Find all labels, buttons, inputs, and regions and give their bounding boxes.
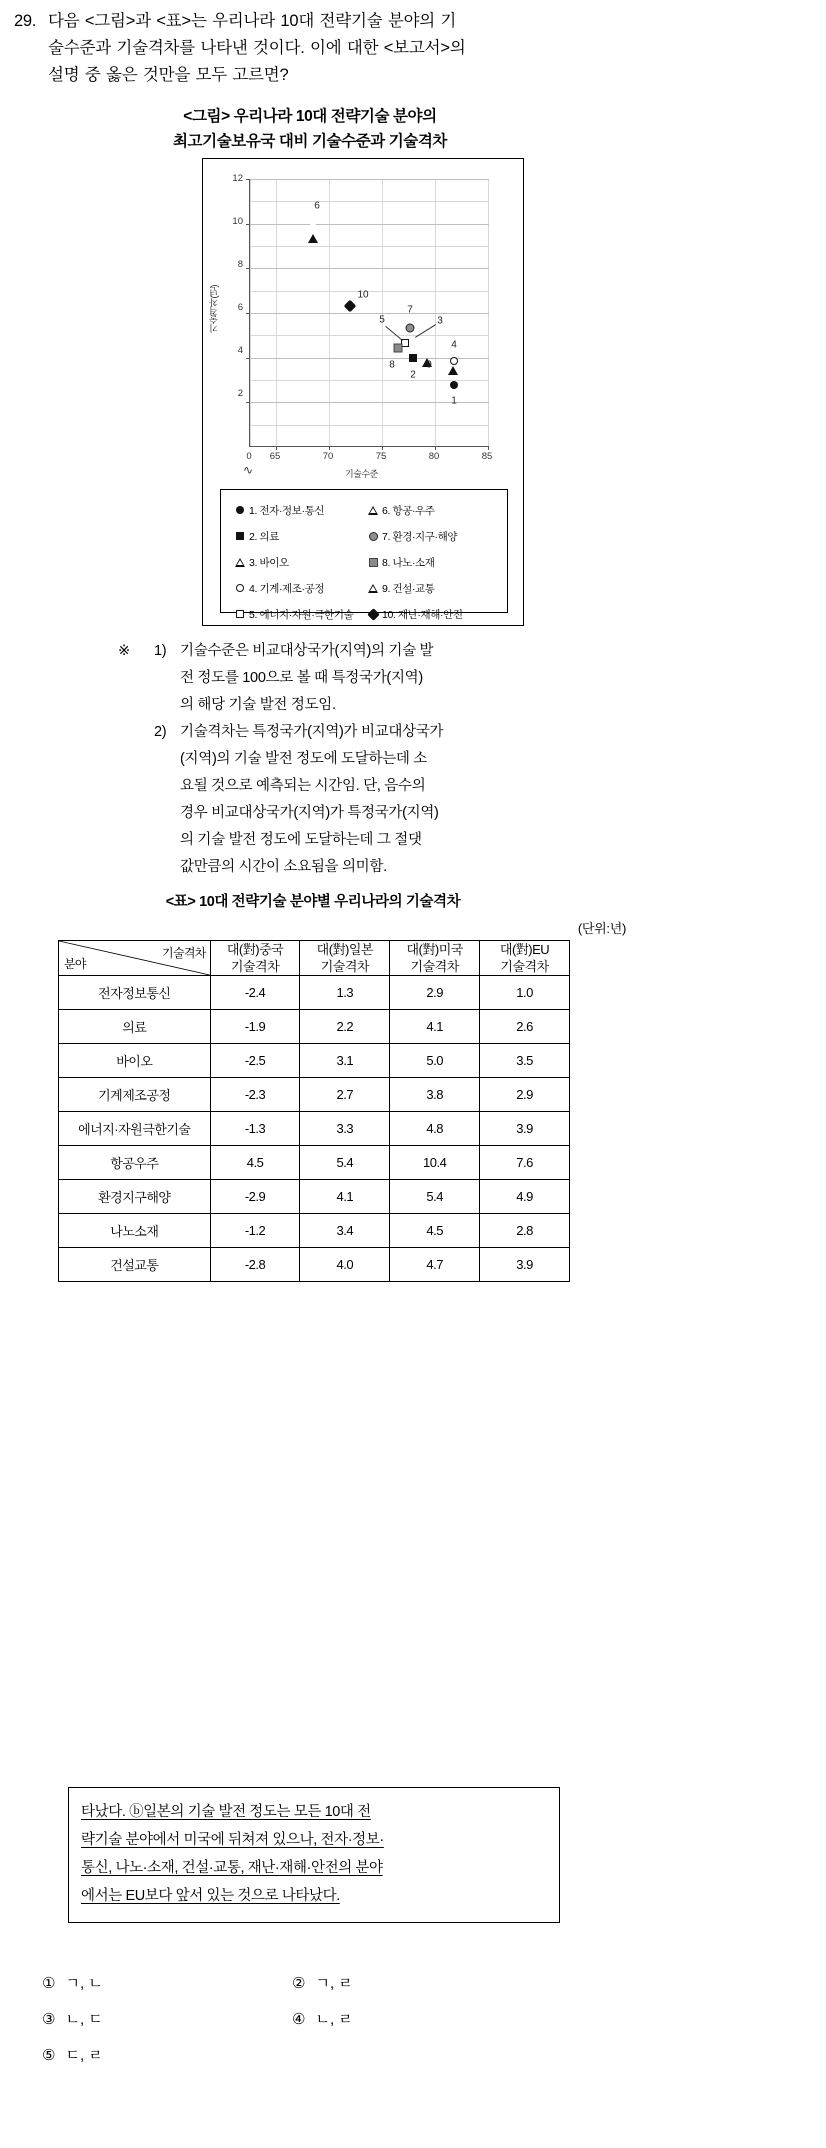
choice-text: ㄴ, ㄷ bbox=[65, 2010, 103, 2028]
legend-item-5 bbox=[231, 607, 364, 622]
table-unit: (단위:년) bbox=[577, 921, 626, 936]
table-cell-value: 4.1 bbox=[390, 1010, 480, 1044]
data-point-10 bbox=[344, 300, 357, 313]
y-tick-2: 2 bbox=[237, 388, 243, 399]
table-col-eu: 대(對)EU 기술격차 bbox=[480, 941, 570, 976]
legend-label: 5. 에너지·자원·극한기술 bbox=[249, 608, 354, 621]
table-row bbox=[59, 1180, 570, 1214]
chart-legend bbox=[220, 489, 508, 621]
choice-text: ㄴ, ㄹ bbox=[315, 2010, 353, 2028]
note-line: 경우 비교대상국가(지역)가 특정국가(지역) bbox=[180, 805, 439, 821]
table-cell-value: 4.9 bbox=[480, 1180, 570, 1214]
table-cell-value: 3.8 bbox=[390, 1078, 480, 1112]
legend-row bbox=[231, 549, 497, 575]
table-cell-value: -2.5 bbox=[210, 1044, 300, 1078]
legend-item-10 bbox=[364, 607, 497, 622]
data-point-8 bbox=[394, 344, 403, 353]
legend-label: 3. 바이오 bbox=[249, 556, 289, 569]
choice-number: ② bbox=[292, 1974, 306, 1992]
legend-label: 9. 건설·교통 bbox=[382, 582, 435, 595]
legend-item-1 bbox=[231, 503, 364, 518]
legend-item-4 bbox=[231, 581, 364, 596]
corner-bottom-left-label: 분야 bbox=[64, 957, 86, 971]
note-line: 값만큼의 시간이 소요됨을 의미함. bbox=[180, 859, 387, 875]
table-cell-value: 5.0 bbox=[390, 1044, 480, 1078]
table-row bbox=[59, 1010, 570, 1044]
table-cell-value: 2.2 bbox=[300, 1010, 390, 1044]
table-cell-value: 2.6 bbox=[480, 1010, 570, 1044]
scatter-plot bbox=[203, 167, 525, 483]
data-point-7 bbox=[406, 324, 415, 333]
table-cell-value: 4.0 bbox=[300, 1248, 390, 1282]
choice-2[interactable] bbox=[292, 1972, 542, 1993]
table-cell-value: 4.7 bbox=[390, 1248, 480, 1282]
table-cell-category: 에너지·자원극한기술 bbox=[59, 1112, 211, 1146]
circle-outline-icon bbox=[231, 582, 249, 594]
x-tick-85: 85 bbox=[481, 451, 493, 462]
legend-row bbox=[231, 523, 497, 549]
square-filled-icon bbox=[231, 530, 249, 542]
table-body bbox=[59, 976, 570, 1282]
data-label-9: 9 bbox=[426, 359, 432, 371]
x-tick-80: 80 bbox=[428, 451, 440, 462]
data-point-1 bbox=[450, 381, 458, 389]
dot-filled-icon bbox=[231, 504, 249, 516]
choice-row bbox=[42, 1964, 602, 2000]
axis-break-icon: ∿ bbox=[243, 463, 254, 477]
table-cell-category: 환경지구해양 bbox=[59, 1180, 211, 1214]
table-cell-value: 3.4 bbox=[300, 1214, 390, 1248]
choice-number: ④ bbox=[292, 2010, 306, 2028]
data-label-10: 10 bbox=[357, 289, 369, 301]
figure-notes bbox=[118, 638, 618, 881]
table-cell-value: 2.8 bbox=[480, 1214, 570, 1248]
table-col-usa: 대(對)미국 기술격차 bbox=[390, 941, 480, 976]
table-cell-value: 3.3 bbox=[300, 1112, 390, 1146]
note-2 bbox=[118, 719, 618, 881]
square-outline-icon bbox=[231, 608, 249, 620]
table-cell-category: 전자정보통신 bbox=[59, 976, 211, 1010]
legend-item-6 bbox=[364, 503, 497, 518]
table-cell-value: 2.9 bbox=[390, 976, 480, 1010]
data-label-4: 4 bbox=[451, 339, 457, 351]
x-tick-65: 65 bbox=[269, 451, 281, 462]
table-row bbox=[59, 1214, 570, 1248]
table-cell-value: -1.2 bbox=[210, 1214, 300, 1248]
question-line-3: 설명 중 옳은 것만을 모두 고르면? bbox=[48, 66, 289, 84]
data-label-1: 1 bbox=[451, 395, 457, 407]
corner-top-right-label: 기술격차 bbox=[162, 946, 206, 960]
note-line: 요될 것으로 예측되는 시간임. 단, 음수의 bbox=[180, 778, 426, 794]
report-line: 략기술 분야에서 미국에 뒤쳐져 있으나, 전자·정보· bbox=[81, 1832, 384, 1848]
legend-row bbox=[231, 497, 497, 523]
table-cell-category: 건설교통 bbox=[59, 1248, 211, 1282]
table-cell-value: 4.5 bbox=[390, 1214, 480, 1248]
choice-1[interactable] bbox=[42, 1972, 292, 1993]
data-point-4 bbox=[450, 357, 458, 365]
data-label-2: 2 bbox=[410, 369, 416, 381]
chart-container bbox=[202, 158, 524, 626]
table-cell-value: 2.9 bbox=[480, 1078, 570, 1112]
table-cell-category: 나노소재 bbox=[59, 1214, 211, 1248]
table-cell-category: 항공우주 bbox=[59, 1146, 211, 1180]
figure-title-line-2: 최고기술보유국 대비 기술수준과 기술격차 bbox=[172, 133, 448, 150]
square-gray-icon bbox=[364, 556, 382, 568]
table-cell-value: 1.3 bbox=[300, 976, 390, 1010]
table-cell-value: -1.9 bbox=[210, 1010, 300, 1044]
note-number: 1) bbox=[154, 643, 167, 659]
legend-label: 2. 의료 bbox=[249, 530, 279, 543]
plot-area bbox=[249, 179, 489, 447]
table-row bbox=[59, 1078, 570, 1112]
legend-item-2 bbox=[231, 529, 364, 544]
legend-item-7 bbox=[364, 529, 497, 544]
x-tick-70: 70 bbox=[322, 451, 334, 462]
data-point-2 bbox=[409, 354, 417, 362]
y-axis-label: 기술격차(년) bbox=[209, 285, 219, 333]
y-tick-10: 10 bbox=[232, 216, 243, 227]
table-cell-value: 2.7 bbox=[300, 1078, 390, 1112]
table-cell-value: 3.5 bbox=[480, 1044, 570, 1078]
choice-text: ㄷ, ㄹ bbox=[65, 2046, 103, 2064]
note-body bbox=[180, 638, 433, 719]
legend-label: 10. 재난·재해·안전 bbox=[382, 608, 463, 621]
report-line: 통신, 나노·소재, 건설·교통, 재난·재해·안전의 분야 bbox=[81, 1860, 383, 1876]
table-row bbox=[59, 1248, 570, 1282]
table-cell-value: 4.8 bbox=[390, 1112, 480, 1146]
table-cell-value: 3.1 bbox=[300, 1044, 390, 1078]
note-line: 기술격차는 특정국가(지역)가 비교대상국가 bbox=[180, 724, 444, 740]
x-tick-0: 0 bbox=[246, 451, 252, 462]
circle-target-icon bbox=[364, 530, 382, 542]
table-cell-value: 7.6 bbox=[480, 1146, 570, 1180]
question-stem bbox=[14, 8, 614, 89]
note-line: 의 해당 기술 발전 정도임. bbox=[180, 697, 336, 713]
note-number: 2) bbox=[154, 724, 167, 740]
table-cell-value: 1.0 bbox=[480, 976, 570, 1010]
legend-label: 1. 전자·정보·통신 bbox=[249, 504, 325, 517]
table-cell-value: -2.3 bbox=[210, 1078, 300, 1112]
y-tick-4: 4 bbox=[237, 345, 243, 356]
table-cell-value: 3.9 bbox=[480, 1112, 570, 1146]
x-tick-75: 75 bbox=[375, 451, 387, 462]
note-1 bbox=[118, 638, 618, 719]
table-cell-category: 바이오 bbox=[59, 1044, 211, 1078]
table-cell-value: 5.4 bbox=[300, 1146, 390, 1180]
choice-number: ③ bbox=[42, 2010, 56, 2028]
table-row bbox=[59, 1044, 570, 1078]
legend-item-8 bbox=[364, 555, 497, 570]
table-cell-value: -2.4 bbox=[210, 976, 300, 1010]
figure-title bbox=[0, 104, 620, 154]
choice-5[interactable] bbox=[42, 2044, 292, 2065]
table-col-japan: 대(對)일본 기술격차 bbox=[300, 941, 390, 976]
note-line: 의 기술 발전 정도에 도달하는데 그 절댓 bbox=[180, 832, 422, 848]
table-cell-value: -2.9 bbox=[210, 1180, 300, 1214]
table-cell-value: 5.4 bbox=[390, 1180, 480, 1214]
report-line: 타났다. ⓑ일본의 기술 발전 정도는 모든 10대 전 bbox=[81, 1804, 371, 1820]
triangle-outline-icon bbox=[364, 582, 382, 594]
note-mark: ※ bbox=[118, 643, 130, 659]
data-label-5: 5 bbox=[379, 314, 385, 326]
table-cell-category: 의료 bbox=[59, 1010, 211, 1044]
legend-label: 6. 항공·우주 bbox=[382, 504, 435, 517]
table-header-row bbox=[59, 941, 570, 976]
note-line: 기술수준은 비교대상국가(지역)의 기술 발 bbox=[180, 643, 434, 659]
triangle-outline-icon bbox=[364, 504, 382, 516]
question-line-1: 다음 <그림>과 <표>는 우리나라 10대 전략기술 분야의 기 bbox=[48, 12, 457, 30]
choice-text: ㄱ, ㄴ bbox=[65, 1974, 103, 1992]
diamond-filled-icon bbox=[364, 608, 382, 620]
choice-text: ㄱ, ㄹ bbox=[315, 1974, 353, 1992]
choice-3[interactable] bbox=[42, 2008, 292, 2029]
table-cell-value: 4.1 bbox=[300, 1180, 390, 1214]
x-axis-label: 기술수준 bbox=[345, 469, 378, 479]
data-label-7: 7 bbox=[407, 304, 413, 316]
data-label-6: 6 bbox=[314, 200, 320, 212]
legend-item-3 bbox=[231, 555, 364, 570]
choice-row bbox=[42, 2036, 602, 2072]
table-col-china: 대(對)중국 기술격차 bbox=[210, 941, 300, 976]
table-row bbox=[59, 1112, 570, 1146]
question-text bbox=[48, 8, 466, 89]
legend-label: 7. 환경·지구·해양 bbox=[382, 530, 458, 543]
table-row bbox=[59, 1146, 570, 1180]
data-table bbox=[58, 940, 570, 1282]
note-body bbox=[180, 719, 443, 881]
y-tick-12: 12 bbox=[232, 173, 243, 184]
note-line: (지역)의 기술 발전 정도에 도달하는데 소 bbox=[180, 751, 428, 767]
answer-choices bbox=[42, 1964, 602, 2072]
report-box bbox=[68, 1787, 560, 1923]
legend-row bbox=[231, 601, 497, 627]
legend-label: 4. 기계·제조·공정 bbox=[249, 582, 325, 595]
table-caption: <표> 10대 전략기술 분야별 우리나라의 기술격차 bbox=[165, 894, 461, 910]
triangle-filled-icon bbox=[231, 556, 249, 568]
question-line-2: 술수준과 기술격차를 나타낸 것이다. 이에 대한 <보고서>의 bbox=[48, 39, 466, 57]
choice-number: ① bbox=[42, 1974, 56, 1992]
table-cell-value: -2.8 bbox=[210, 1248, 300, 1282]
table-corner-cell bbox=[59, 941, 211, 976]
y-tick-6: 6 bbox=[237, 302, 243, 313]
legend-label: 8. 나노·소재 bbox=[382, 556, 435, 569]
table-cell-category: 기계제조공정 bbox=[59, 1078, 211, 1112]
legend-row bbox=[231, 575, 497, 601]
choice-number: ⑤ bbox=[42, 2046, 56, 2064]
y-tick-8: 8 bbox=[237, 259, 243, 270]
table-cell-value: 3.9 bbox=[480, 1248, 570, 1282]
report-line: 에서는 EU보다 앞서 있는 것으로 나타났다. bbox=[81, 1888, 340, 1904]
figure-title-line-1: <그림> 우리나라 10대 전략기술 분야의 bbox=[183, 108, 437, 125]
table-cell-value: -1.3 bbox=[210, 1112, 300, 1146]
data-label-8: 8 bbox=[389, 359, 395, 371]
question-number: 29. bbox=[14, 12, 37, 30]
table-cell-value: 10.4 bbox=[390, 1146, 480, 1180]
choice-4[interactable] bbox=[292, 2008, 542, 2029]
note-line: 전 정도를 100으로 볼 때 특정국가(지역) bbox=[180, 670, 423, 686]
table-row bbox=[59, 976, 570, 1010]
choice-row bbox=[42, 2000, 602, 2036]
table-cell-value: 4.5 bbox=[210, 1146, 300, 1180]
legend-item-9 bbox=[364, 581, 497, 596]
data-point-6 bbox=[308, 217, 318, 243]
data-label-3: 3 bbox=[437, 315, 443, 327]
